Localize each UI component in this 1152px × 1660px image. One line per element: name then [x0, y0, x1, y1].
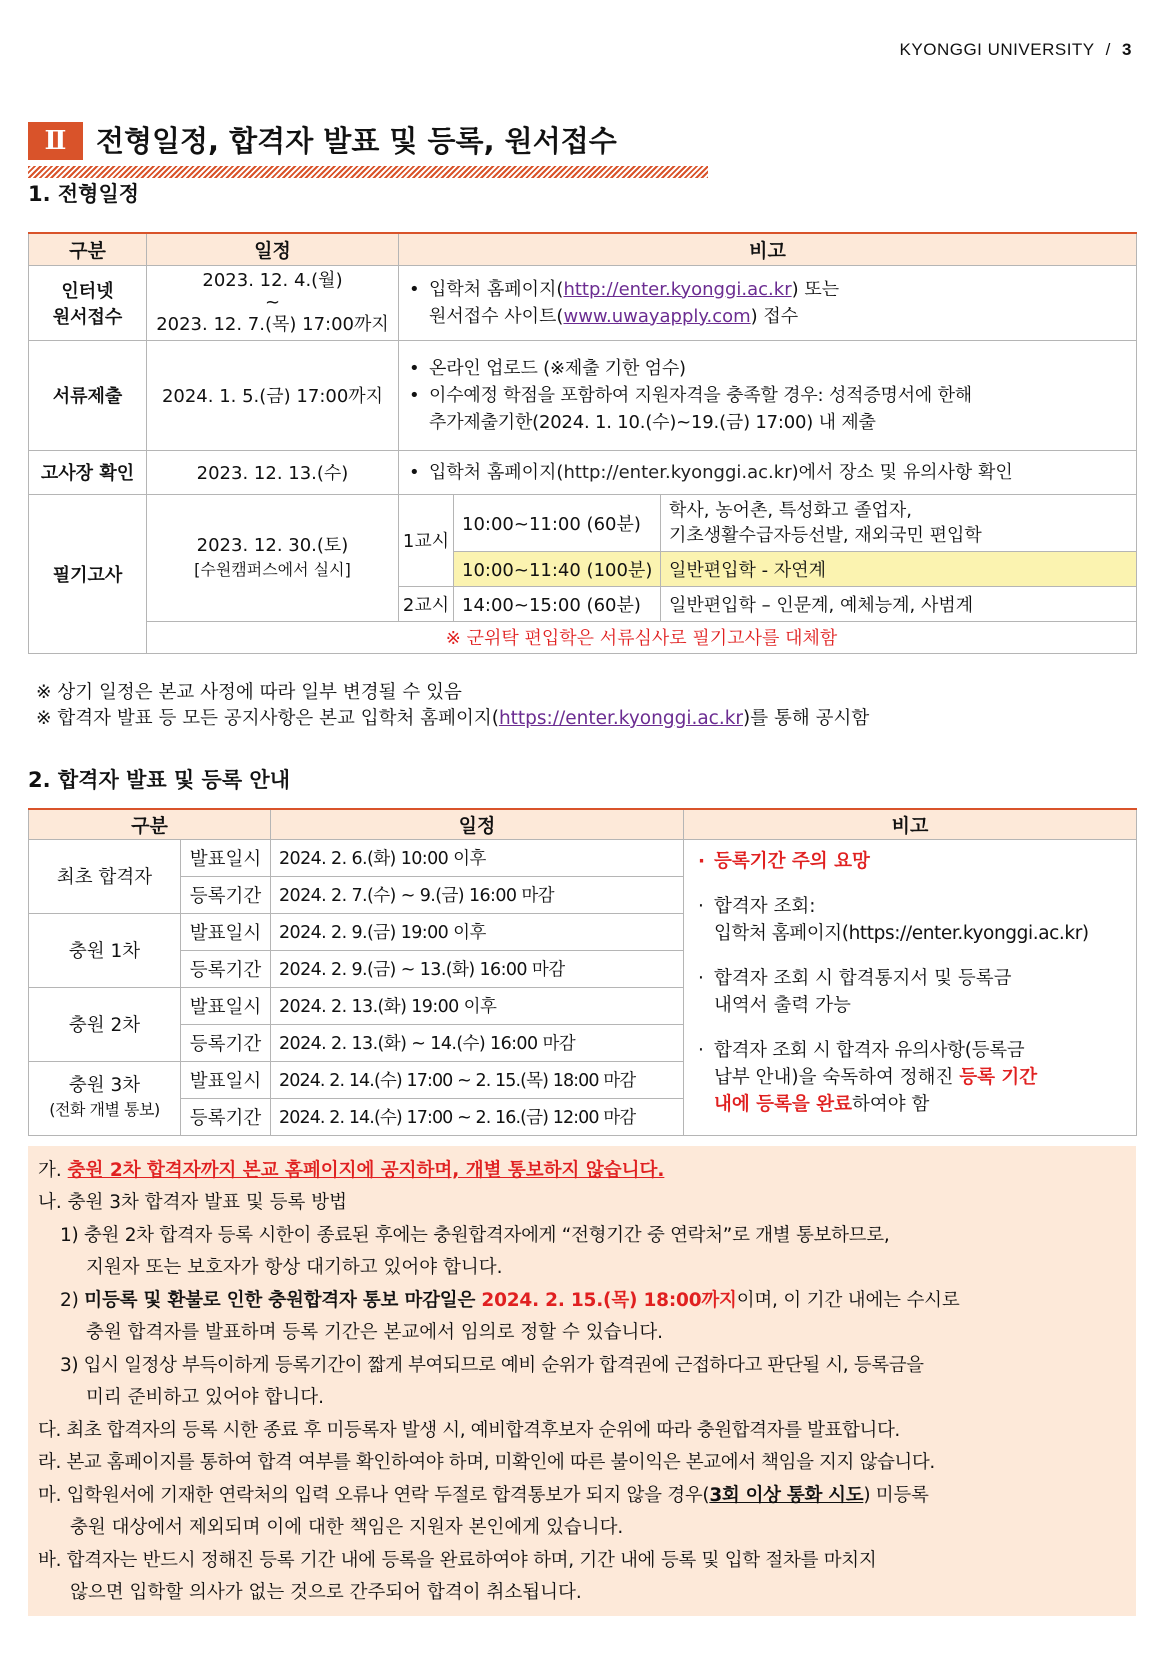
register-period: 2024. 2. 13.(화) ~ 14.(수) 16:00 마감: [271, 1024, 684, 1061]
notice-subitem: 1) 충원 2차 합격자 등록 시한이 종료된 후에는 충원합격자에게 “전형기간 중 연락처”로 개별 통보하므로,: [60, 1225, 890, 1246]
sub-label: 발표일시: [181, 987, 271, 1024]
exam-target: 일반편입학 – 인문계, 예체능계, 사범계: [661, 586, 1137, 621]
col-header-schedule: 일정: [147, 233, 399, 265]
row-date: 2023. 12. 30.(토) [수원캠퍼스에서 실시]: [147, 494, 399, 621]
row-date: 2024. 1. 5.(금) 17:00까지: [147, 340, 399, 450]
notice-item-da: 다. 최초 합격자의 등록 시한 종료 후 미등록자 발생 시, 예비합격후보자 순위에 따라 충원합격자를 발표합니다.: [38, 1420, 900, 1441]
row-date: 2023. 12. 4.(월) ~ 2023. 12. 7.(목) 17:00까지: [147, 265, 399, 340]
sub-label: 등록기간: [181, 1098, 271, 1135]
period-label: 1교시: [399, 494, 454, 586]
row-label: 고사장 확인: [29, 450, 147, 494]
col-header-remarks: 비고: [684, 809, 1137, 839]
announce-date: 2024. 2. 13.(화) 19:00 이후: [271, 987, 684, 1024]
notice-item-ma: 마. 입학원서에 기재한 연락처의 입력 오류나 연락 두절로 합격통보가 되지 않을 경우(3회 이상 통화 시도) 미등록: [38, 1485, 929, 1506]
table-row: [29, 265, 1137, 340]
exam-target: 일반편입학 - 자연계: [661, 551, 1137, 586]
notice-subitem-cont: 미리 준비하고 있어야 합니다.: [86, 1387, 324, 1408]
section-heading: 전형일정, 합격자 발표 및 등록, 원서접수: [96, 124, 617, 158]
table-row: [29, 340, 1137, 450]
group-name: 충원 1차: [29, 913, 181, 987]
col-header-category: 구분: [29, 809, 271, 839]
exam-time: 10:00~11:40 (100분): [454, 551, 661, 586]
exam-target: 학사, 농어촌, 특성화고 졸업자, 기초생활수급자등선발, 재외국민 편입학: [661, 494, 1137, 551]
row-remarks: • 입학처 홈페이지(http://enter.kyonggi.ac.kr)에서 장소 및 유의사항 확인: [399, 450, 1137, 494]
page-number: 3: [1122, 40, 1132, 59]
notice-box: [28, 1146, 1136, 1616]
admission-link[interactable]: http://enter.kyonggi.ac.kr: [563, 461, 792, 483]
schedule-table: [28, 232, 1137, 654]
uway-link[interactable]: www.uwayapply.com: [563, 305, 751, 327]
page-header: KYONGGI UNIVERSITY / 3: [899, 40, 1132, 59]
row-label: 서류제출: [29, 340, 147, 450]
section-number-badge: Ⅱ: [28, 122, 83, 160]
group-name: 충원 3차 (전화 개별 통보): [29, 1061, 181, 1135]
register-period: 2024. 2. 7.(수) ~ 9.(금) 16:00 마감: [271, 876, 684, 913]
exam-time: 14:00~15:00 (60분): [454, 586, 661, 621]
table-row: [29, 621, 1137, 653]
exam-footnote: ※ 군위탁 편입학은 서류심사로 필기고사를 대체함: [147, 621, 1137, 653]
results-table: [28, 808, 1137, 1136]
notice-subitem-cont: 충원 합격자를 발표하며 등록 기간은 본교에서 임의로 정할 수 있습니다.: [86, 1322, 664, 1343]
announce-date: 2024. 2. 14.(수) 17:00 ~ 2. 15.(목) 18:00 마감: [271, 1061, 684, 1098]
section-title: [28, 118, 708, 180]
announce-date: 2024. 2. 9.(금) 19:00 이후: [271, 913, 684, 950]
notice-subitem-cont: 지원자 또는 보호자가 항상 대기하고 있어야 합니다.: [86, 1257, 503, 1278]
table-row: [29, 450, 1137, 494]
table-row: [29, 839, 1137, 876]
group-name: 최초 합격자: [29, 839, 181, 913]
notice-item-na: 나. 충원 3차 합격자 발표 및 등록 방법: [38, 1192, 348, 1213]
period-label: 2교시: [399, 586, 454, 621]
sub-label: 등록기간: [181, 1024, 271, 1061]
notice-item-ga: 가. 충원 2차 합격자까지 본교 홈페이지에 공지하며, 개별 통보하지 않습니다.: [38, 1160, 665, 1181]
admission-link[interactable]: http://enter.kyonggi.ac.kr: [563, 278, 792, 300]
schedule-note: ※ 상기 일정은 본교 사정에 따라 일부 변경될 수 있음: [36, 682, 462, 703]
table-row: [29, 494, 1137, 551]
group-name: 충원 2차: [29, 987, 181, 1061]
university-name: KYONGGI UNIVERSITY: [899, 40, 1095, 59]
subsection-title-schedule: 1. 전형일정: [28, 182, 140, 206]
notice-link[interactable]: https://enter.kyonggi.ac.kr: [498, 708, 744, 729]
subsection-title-results: 2. 합격자 발표 및 등록 안내: [28, 768, 291, 792]
col-header-remarks: 비고: [399, 233, 1137, 265]
notice-item-ba: 바. 합격자는 반드시 정해진 등록 기간 내에 등록을 완료하여야 하며, 기간 내에 등록 및 입학 절차를 마치지: [38, 1550, 877, 1571]
schedule-note: ※ 합격자 발표 등 모든 공지사항은 본교 입학처 홈페이지(https://enter.kyonggi.ac.kr)를 통해 공시함: [36, 708, 870, 729]
notice-item-cont: 충원 대상에서 제외되며 이에 대한 책임은 지원자 본인에게 있습니다.: [70, 1517, 624, 1538]
sub-label: 발표일시: [181, 913, 271, 950]
sub-label: 등록기간: [181, 876, 271, 913]
sub-label: 발표일시: [181, 1061, 271, 1098]
row-remarks: • 입학처 홈페이지(http://enter.kyonggi.ac.kr) 또는 원서접수 사이트(www.uwayapply.com) 접수: [399, 265, 1137, 340]
row-date: 2023. 12. 13.(수): [147, 450, 399, 494]
sub-label: 발표일시: [181, 839, 271, 876]
col-header-schedule: 일정: [271, 809, 684, 839]
exam-time: 10:00~11:00 (60분): [454, 494, 661, 551]
row-label: 필기고사: [29, 494, 147, 653]
register-period: 2024. 2. 14.(수) 17:00 ~ 2. 16.(금) 12:00 마감: [271, 1098, 684, 1135]
col-header-category: 구분: [29, 233, 147, 265]
notice-subitem: 3) 입시 일정상 부득이하게 등록기간이 짧게 부여되므로 예비 순위가 합격권에 근접하다고 판단될 시, 등록금을: [60, 1355, 924, 1376]
notice-item-ra: 라. 본교 홈페이지를 통하여 합격 여부를 확인하여야 하며, 미확인에 따른 불이익은 본교에서 책임을 지지 않습니다.: [38, 1452, 935, 1473]
sub-label: 등록기간: [181, 950, 271, 987]
register-period: 2024. 2. 9.(금) ~ 13.(화) 16:00 마감: [271, 950, 684, 987]
row-label: 인터넷 원서접수: [29, 265, 147, 340]
announce-date: 2024. 2. 6.(화) 10:00 이후: [271, 839, 684, 876]
row-remarks: • 온라인 업로드 (※제출 기한 엄수) • 이수예정 학점을 포함하여 지원자격을 충족할 경우: 성적증명서에 한해 추가제출기한(2024. 1. 10.(수)~19.(금) 17:00) 내 제출: [399, 340, 1137, 450]
notice-subitem: 2) 미등록 및 환불로 인한 충원합격자 통보 마감일은 2024. 2. 15.(목) 18:00까지이며, 이 기간 내에는 수시로: [60, 1290, 960, 1311]
notice-item-cont: 않으면 입학할 의사가 없는 것으로 간주되어 합격이 취소됩니다.: [70, 1582, 582, 1603]
results-remarks: · 등록기간 주의 요망 · 합격자 조회: 입학처 홈페이지(https://enter.kyonggi.ac.kr) · 합격자 조회 시 합격통지서 및 등록금 내역서 출력 가능 · 합격자 조회 시 합격자 유의사항(등록금 납부 안내)을 숙독하여 정해진 등록 기간 내에 등록을 완료하여야 함: [684, 839, 1137, 1135]
section-stripe-divider: [28, 166, 708, 178]
